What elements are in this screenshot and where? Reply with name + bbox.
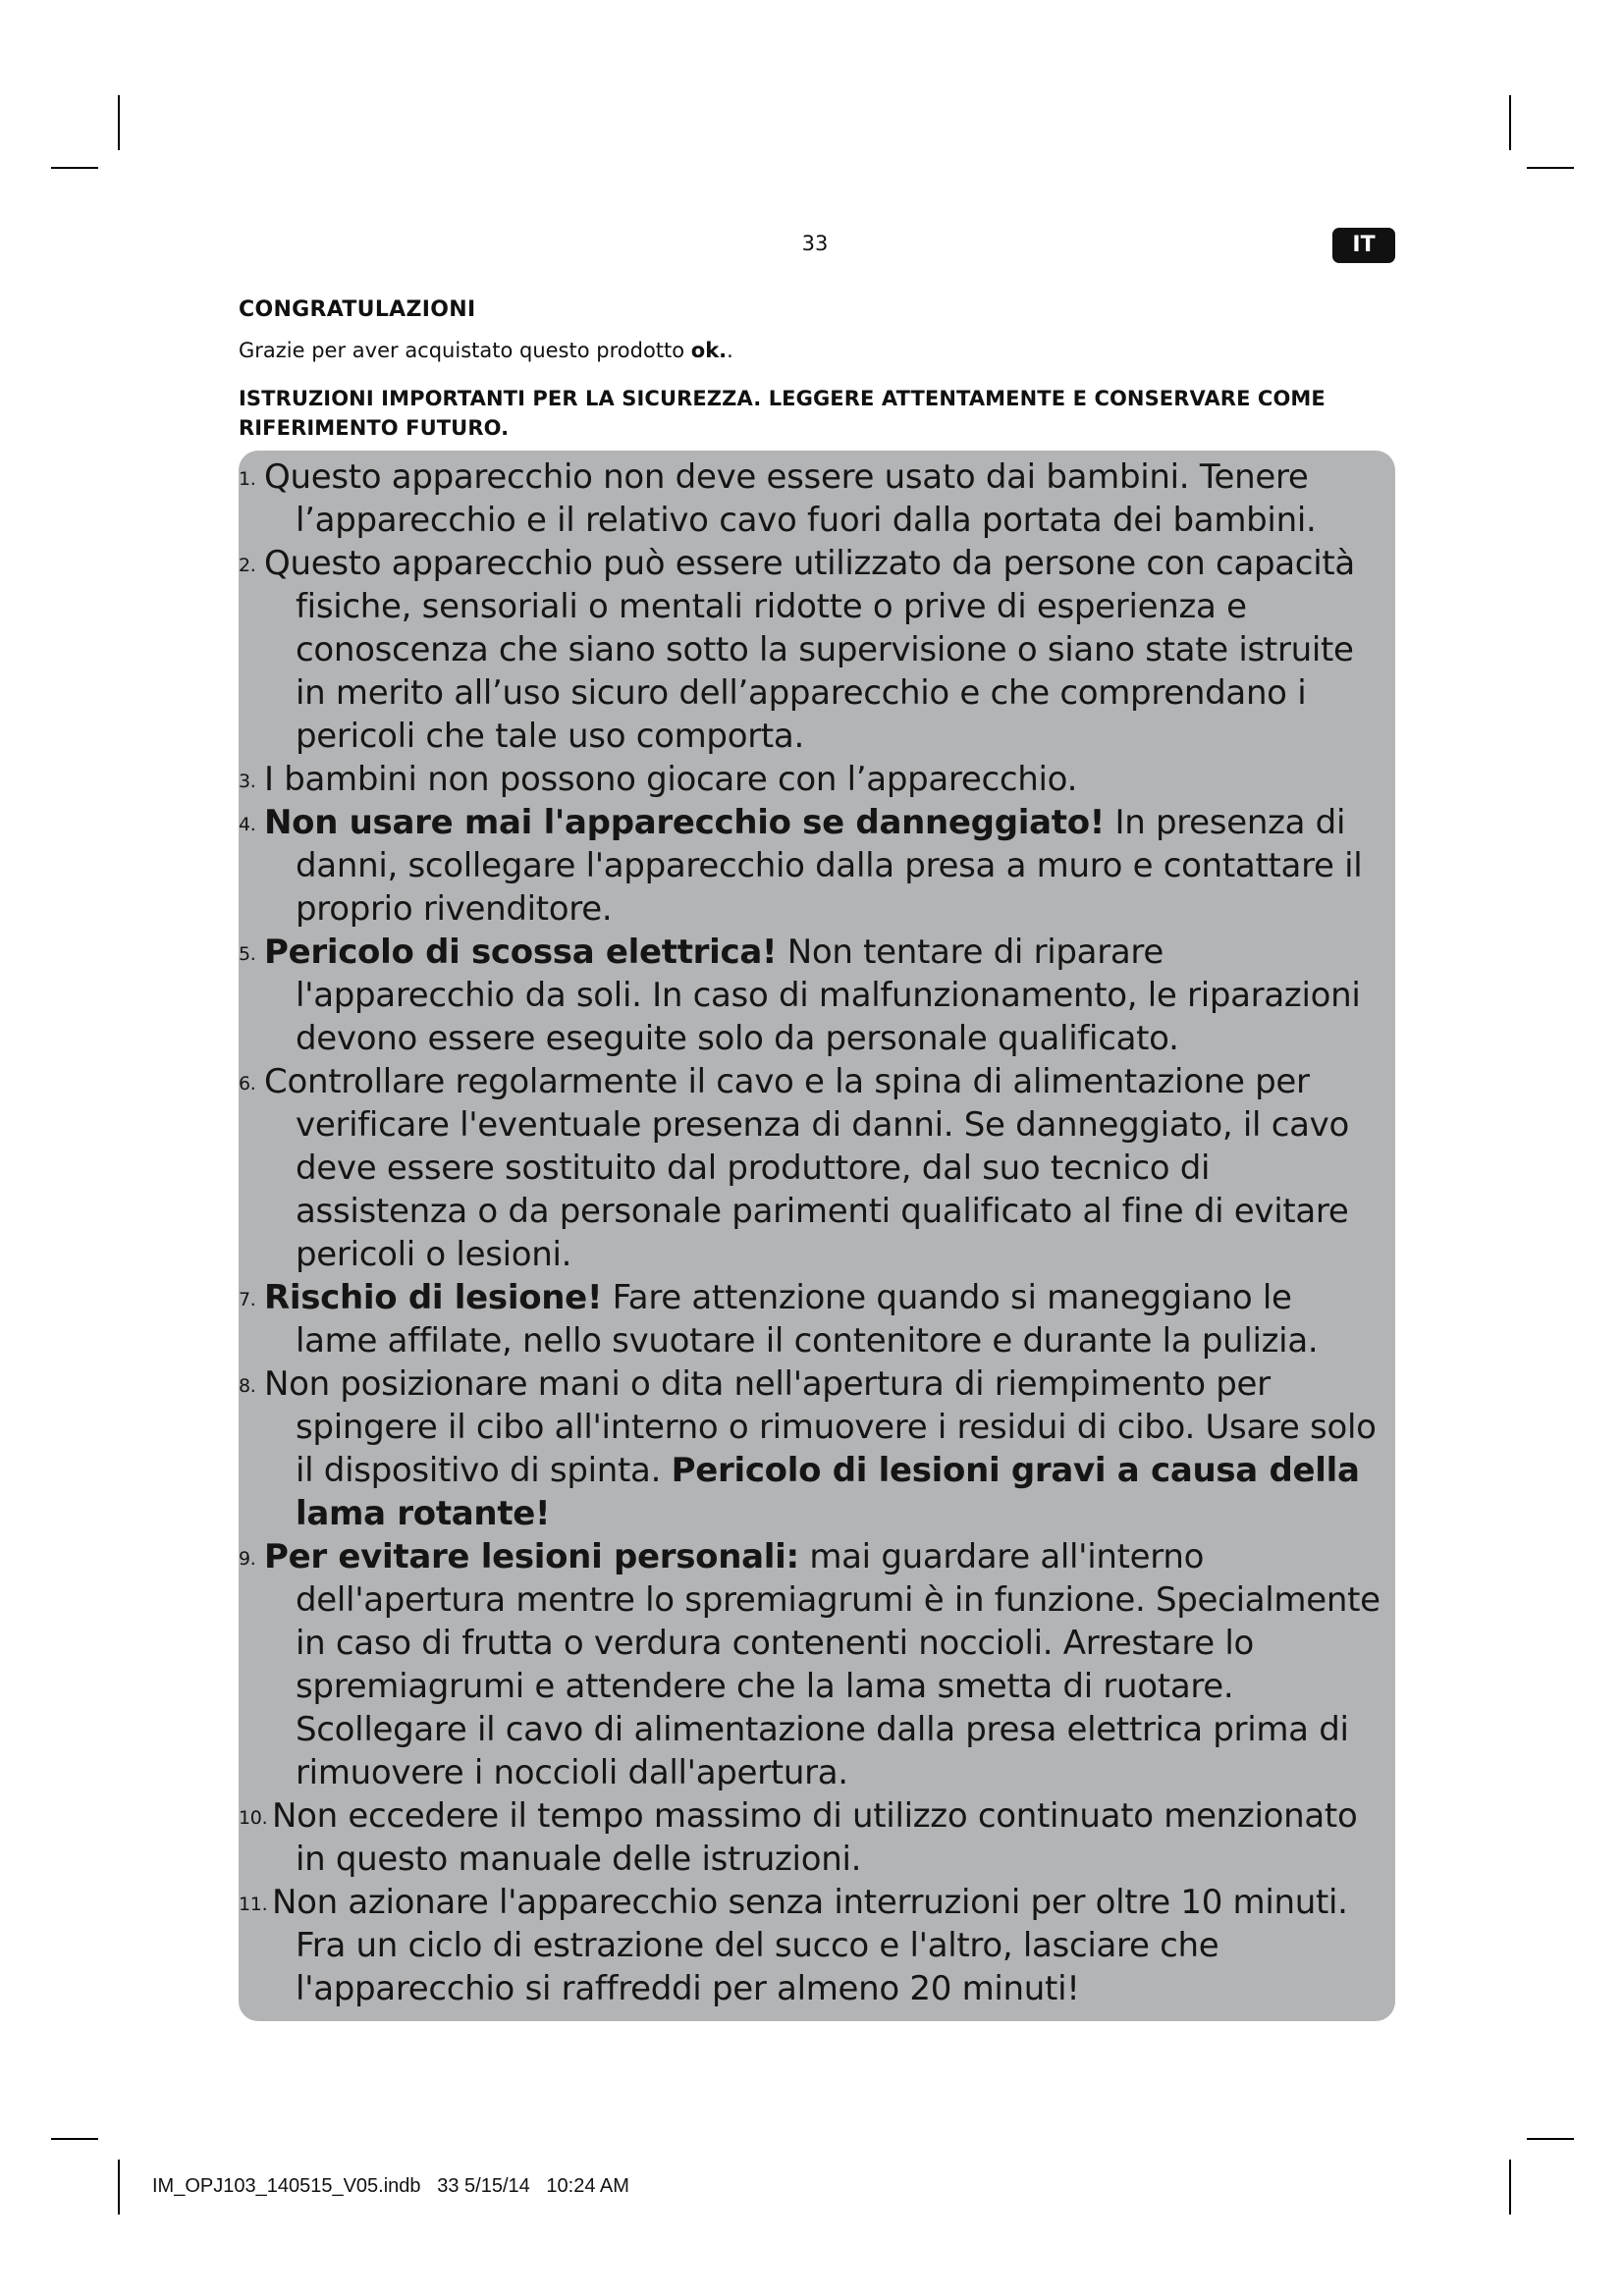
thanks-line [239,339,733,362]
crop-mark-top-right-horizontal [1527,167,1574,169]
instruction-item [239,1060,1381,1276]
instruction-item [239,542,1381,758]
crop-mark-bottom-right-vertical [1509,2160,1511,2215]
crop-mark-top-left-horizontal [51,167,98,169]
item-text: Controllare regolarmente il cavo e la spina di alimentazione per verificare l'eventuale presenza di danni. Se danneggiato, il cavo deve essere sostituito dal produttore, dal suo tecnico di assistenza o da personale parimenti qualificato al fine di evitare pericoli o lesioni. [264,1062,1349,1274]
item-text: Non tentare di riparare l'apparecchio da soli. In caso di malfunzionamento, le riparazioni devono essere eseguite solo da personale qualificato. [296,933,1361,1058]
language-badge: IT [1332,228,1395,263]
item-warning: Rischio di lesione! [264,1278,603,1317]
crop-mark-bottom-left-vertical [118,2160,120,2215]
item-text: Fare attenzione quando si maneggiano le lame affilate, nello svuotare il contenitore e durante la pulizia. [296,1278,1319,1361]
item-text: Non eccedere il tempo massimo di utilizzo continuato menzionato in questo manuale delle istruzioni. [272,1796,1358,1879]
item-text: Questo apparecchio non deve essere usato dai bambini. Tenere l’apparecchio e il relativo cavo fuori dalla portata dei bambini. [264,457,1317,540]
crop-mark-bottom-left-horizontal [51,2138,98,2140]
brand-name: ok. [690,339,728,362]
instruction-item [239,1362,1381,1535]
instruction-item [239,931,1381,1060]
item-text: mai guardare all'interno dell'apertura mentre lo spremiagrumi è in funzione. Specialmente in caso di frutta o verdura contenenti noccioli. Arrestare lo spremiagrumi e attendere che la lama smetta di ruotare. Scollegare il cavo di alimentazione dalla presa elettrica prima di rimuovere i noccioli dall'apertura. [296,1537,1380,1792]
crop-mark-bottom-right-horizontal [1527,2138,1574,2140]
item-warning: Pericolo di lesioni gravi a causa della lama rotante! [296,1451,1360,1533]
page-number: 33 [801,232,829,255]
item-text: Questo apparecchio può essere utilizzato da persone con capacità fisiche, sensoriali o mentali ridotte o prive di esperienza e conoscenza che siano sotto la supervisione o siano state istruite in merito all’uso sicuro dell’apparecchio e che comprendano i pericoli che tale uso comporta. [264,544,1355,756]
instruction-item [239,1276,1381,1362]
item-number: 5. [239,943,256,965]
instruction-item [239,801,1381,931]
item-number: 11. [239,1894,268,1915]
item-text: I bambini non possono giocare con l’apparecchio. [264,760,1078,799]
item-number: 6. [239,1073,256,1095]
item-number: 8. [239,1375,256,1397]
crop-mark-top-right-vertical [1509,95,1511,150]
item-number: 2. [239,555,256,576]
safety-instructions-heading: ISTRUZIONI IMPORTANTI PER LA SICUREZZA. LEGGERE ATTENTAMENTE E CONSERVARE COME RIFERIMENTO FUTURO. [239,387,1326,440]
congratulations-heading: CONGRATULAZIONI [239,297,476,322]
item-number: 3. [239,771,256,792]
item-number: 4. [239,814,256,835]
thanks-text: Grazie per aver acquistato questo prodotto [239,339,691,362]
crop-mark-top-left-vertical [118,95,120,150]
item-warning: Non usare mai l'apparecchio se danneggiato! [264,803,1105,842]
item-text: Non azionare l'apparecchio senza interruzioni per oltre 10 minuti. Fra un ciclo di estrazione del succo e l'altro, lasciare che l'apparecchio si raffreddi per almeno 20 minuti! [272,1883,1348,2008]
instruction-item [239,1535,1381,1794]
item-number: 9. [239,1548,256,1570]
item-number: 7. [239,1289,256,1310]
print-slug: IM_OPJ103_140515_V05.indb 33 5/15/14 10:24 AM [152,2175,629,2197]
instruction-item [239,1881,1381,2010]
item-number: 10. [239,1807,268,1829]
thanks-end: . [727,339,733,362]
safety-instruction-panel [239,451,1395,2021]
item-text: Non posizionare mani o dita nell'apertura di riempimento per spingere il cibo all'interno o rimuovere i residui di cibo. Usare solo il dispositivo di spinta. [264,1364,1377,1490]
instruction-item [239,758,1381,801]
instruction-item [239,1794,1381,1881]
item-warning: Per evitare lesioni personali: [264,1537,799,1576]
item-warning: Pericolo di scossa elettrica! [264,933,778,972]
item-text: In presenza di danni, scollegare l'apparecchio dalla presa a muro e contattare il proprio rivenditore. [296,803,1363,929]
item-number: 1. [239,468,256,490]
instruction-item [239,455,1381,542]
